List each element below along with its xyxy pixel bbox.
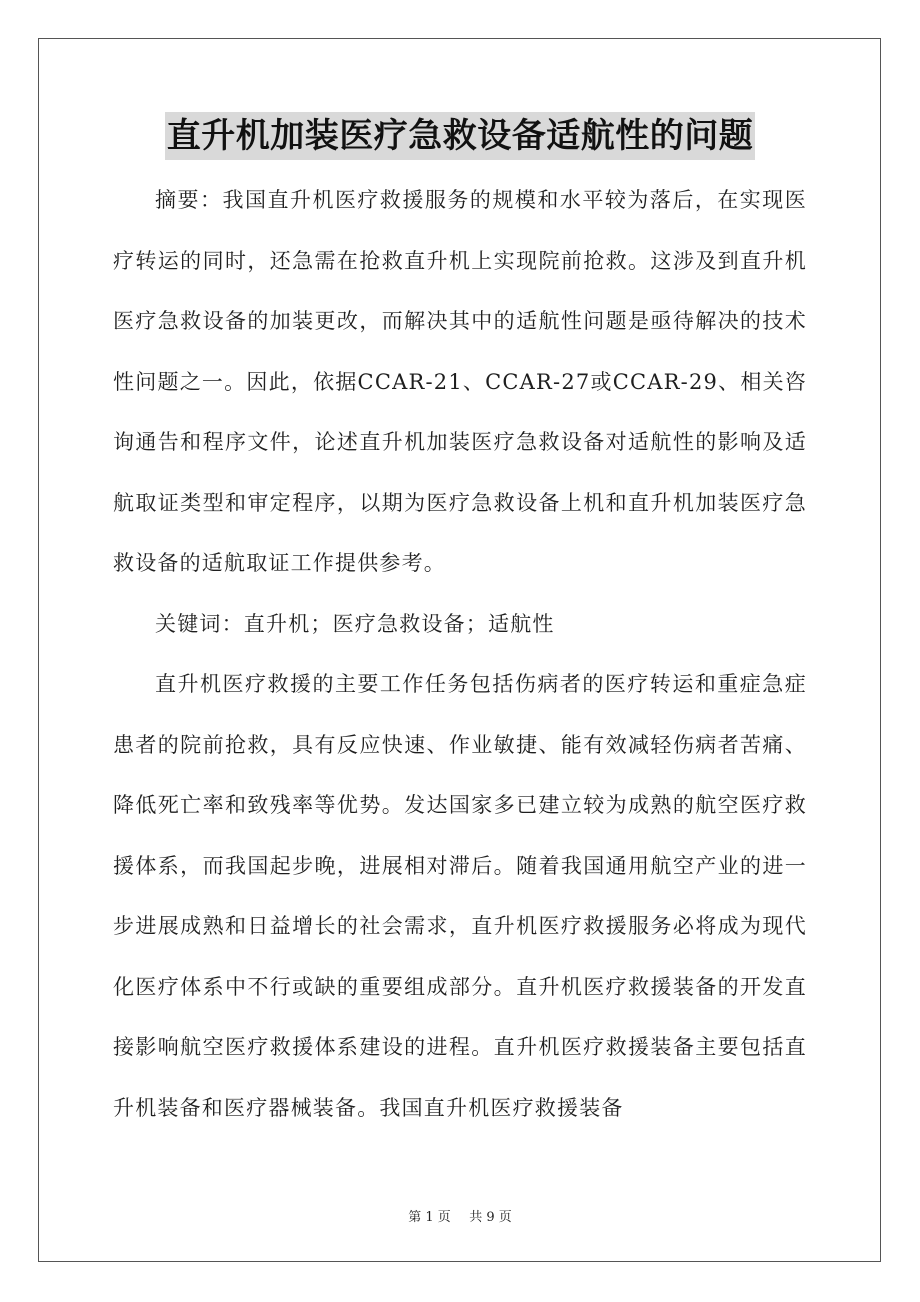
page-footer [0,1206,920,1225]
page-total: 共 9 页 [469,1210,512,1225]
document-body [113,170,807,1138]
body-paragraph: 直升机医疗救援的主要工作任务包括伤病者的医疗转运和重症急症患者的院前抢救，具有反应快速、作业敏捷、能有效减轻伤病者苦痛、降低死亡率和致残率等优势。发达国家多已建立较为成熟的航空医疗救援体系，而我国起步晚，进展相对滞后。随着我国通用航空产业的进一步进展成熟和日益增长的社会需求，直升机医疗救援服务必将成为现代化医疗体系中不行或缺的重要组成部分。直升机医疗救援装备的开发直接影响航空医疗救援体系建设的进程。直升机医疗救援装备主要包括直升机装备和医疗器械装备。我国直升机医疗救援装备 [113,672,807,1120]
document-title: 直升机加装医疗急救设备适航性的问题 [165,112,756,160]
page-number: 第 1 页 [408,1210,451,1225]
abstract-paragraph: 摘要：我国直升机医疗救援服务的规模和水平较为落后，在实现医疗转运的同时，还急需在抢救直升机上实现院前抢救。这涉及到直升机医疗急救设备的加装更改，而解决其中的适航性问题是亟待解决的技术性问题之一。因此，依据CCAR-21、CCAR-27或CCAR-29、相关咨询通告和程序文件，论述直升机加装医疗急救设备对适航性的影响及适航取证类型和审定程序，以期为医疗急救设备上机和直升机加装医疗急救设备的适航取证工作提供参考。 [113,188,807,575]
title-container [0,112,920,160]
keywords-paragraph: 关键词：直升机；医疗急救设备；适航性 [155,611,555,636]
